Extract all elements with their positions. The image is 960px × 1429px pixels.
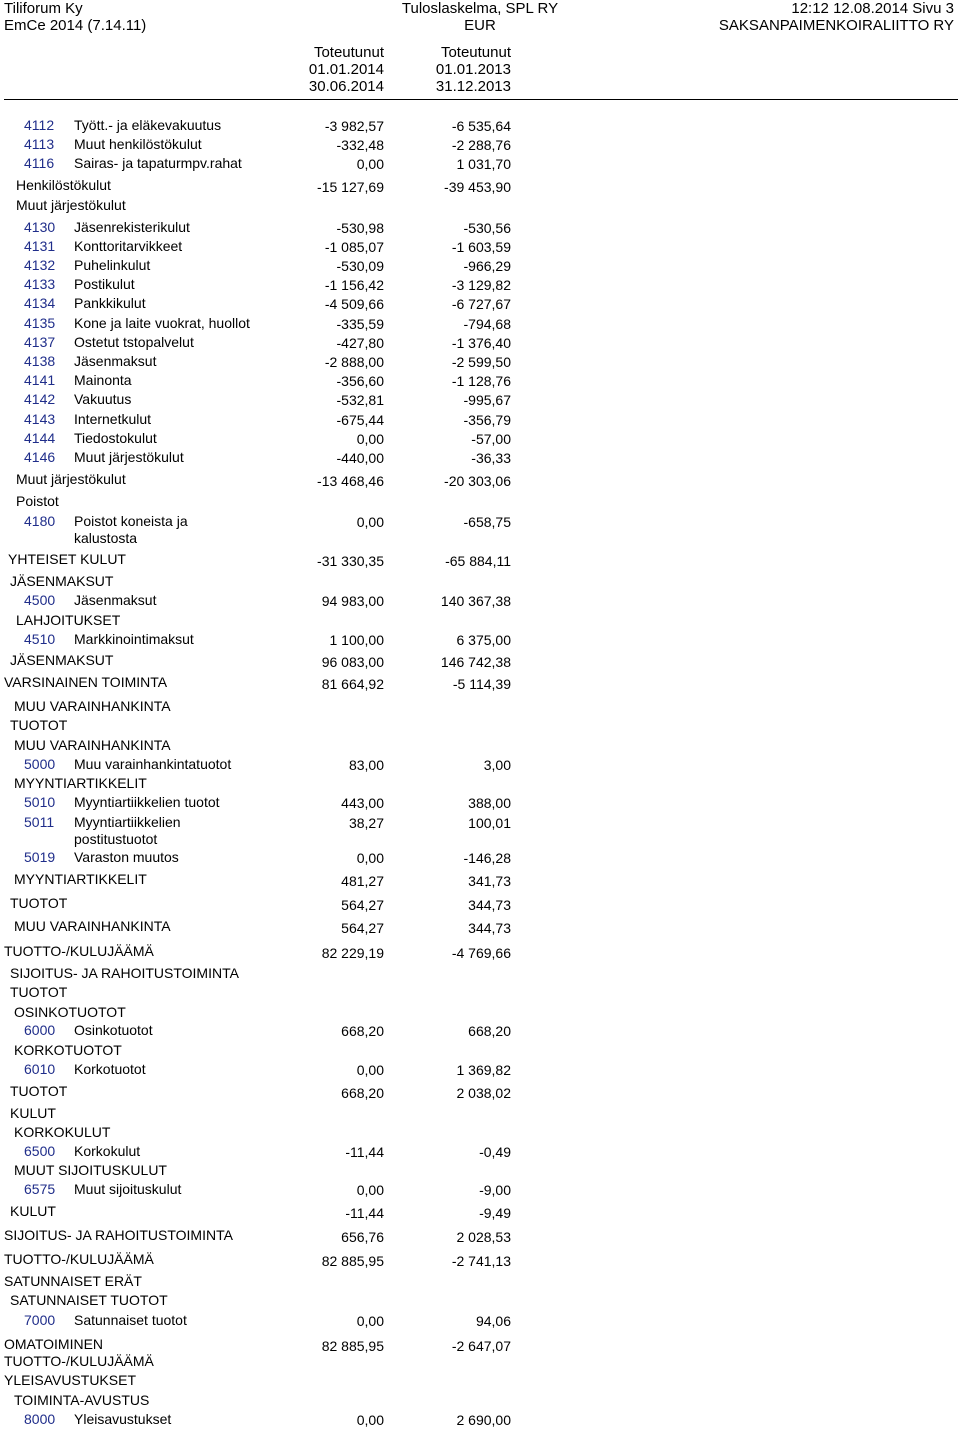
section-label: SATUNNAISET ERÄT bbox=[4, 1273, 142, 1289]
account-code: 7000 bbox=[24, 1312, 56, 1328]
column-date-to: 30.06.2014 bbox=[308, 78, 384, 95]
account-code: 4134 bbox=[24, 295, 56, 311]
amount-current-period: 443,00 bbox=[341, 795, 384, 811]
amount-previous-period: 2 690,00 bbox=[456, 1412, 511, 1428]
software-version: EmCe 2014 (7.14.11) bbox=[4, 17, 147, 34]
account-name: Muut henkilöstökulut bbox=[74, 136, 202, 152]
account-code: 5019 bbox=[24, 849, 56, 865]
amount-current-period: 82 885,95 bbox=[321, 1338, 384, 1354]
account-name: Puhelinkulut bbox=[74, 257, 151, 273]
amount-previous-period: -36,33 bbox=[471, 450, 511, 466]
column-date-from: 01.01.2013 bbox=[435, 61, 511, 78]
amount-previous-period: -20 303,06 bbox=[444, 473, 511, 489]
amount-previous-period: 100,01 bbox=[468, 815, 511, 831]
section-label: Muut järjestökulut bbox=[16, 197, 126, 213]
account-name: Tyött.- ja eläkevakuutus bbox=[74, 117, 222, 133]
account-code: 4113 bbox=[24, 136, 55, 152]
account-code: 4130 bbox=[24, 219, 56, 235]
amount-current-period: 0,00 bbox=[356, 431, 384, 447]
section-label: SIJOITUS- JA RAHOITUSTOIMINTA bbox=[10, 965, 239, 981]
amount-previous-period: -1 128,76 bbox=[451, 373, 511, 389]
section-label: YLEISAVUSTUKSET bbox=[4, 1372, 137, 1388]
amount-previous-period: -2 647,07 bbox=[451, 1338, 511, 1354]
account-code: 5010 bbox=[24, 794, 56, 810]
amount-previous-period: 341,73 bbox=[468, 873, 511, 889]
amount-current-period: -530,98 bbox=[336, 220, 384, 236]
column-header-previous bbox=[436, 44, 511, 95]
amount-previous-period: -1 603,59 bbox=[451, 239, 511, 255]
amount-previous-period: 6 375,00 bbox=[456, 632, 511, 648]
amount-previous-period: 344,73 bbox=[468, 897, 511, 913]
section-label: MUU VARAINHANKINTA bbox=[14, 737, 171, 753]
amount-previous-period: -2 288,76 bbox=[451, 137, 511, 153]
column-date-from: 01.01.2014 bbox=[308, 61, 384, 78]
subtotal-label: TUOTOT bbox=[10, 1083, 68, 1099]
amount-previous-period: -1 376,40 bbox=[451, 335, 511, 351]
amount-current-period: 564,27 bbox=[341, 897, 384, 913]
account-code: 4143 bbox=[24, 411, 56, 427]
account-name: Sairas- ja tapaturmpv.rahat bbox=[74, 155, 242, 171]
amount-previous-period: 388,00 bbox=[468, 795, 511, 811]
amount-previous-period: -57,00 bbox=[471, 431, 511, 447]
account-name: Internetkulut bbox=[74, 411, 152, 427]
amount-current-period: -4 509,66 bbox=[324, 296, 384, 312]
account-code: 4142 bbox=[24, 391, 56, 407]
account-code: 4500 bbox=[24, 592, 56, 608]
amount-previous-period: -356,79 bbox=[463, 412, 511, 428]
amount-current-period: -2 888,00 bbox=[324, 354, 384, 370]
account-code: 5000 bbox=[24, 756, 56, 772]
account-code: 4133 bbox=[24, 276, 56, 292]
amount-current-period: 81 664,92 bbox=[321, 676, 384, 692]
account-name: Vakuutus bbox=[74, 391, 132, 407]
amount-previous-period: -146,28 bbox=[463, 850, 511, 866]
amount-previous-period: 3,00 bbox=[483, 757, 511, 773]
account-code: 6000 bbox=[24, 1022, 56, 1038]
account-name: Tiedostokulut bbox=[74, 430, 157, 446]
amount-previous-period: -39 453,90 bbox=[444, 179, 511, 195]
report-title: Tuloslaskelma, SPL RY bbox=[401, 0, 559, 17]
amount-current-period: -1 156,42 bbox=[324, 277, 384, 293]
amount-current-period: 0,00 bbox=[356, 156, 384, 172]
account-name: Jäsenmaksut bbox=[74, 353, 157, 369]
amount-current-period: -332,48 bbox=[336, 137, 384, 153]
amount-current-period: 0,00 bbox=[356, 850, 384, 866]
amount-current-period: -356,60 bbox=[336, 373, 384, 389]
amount-current-period: -427,80 bbox=[336, 335, 384, 351]
section-label: KULUT bbox=[10, 1105, 56, 1121]
account-name: Konttoritarvikkeet bbox=[74, 238, 183, 254]
section-label: TUOTOT bbox=[10, 984, 68, 1000]
account-code: 4144 bbox=[24, 430, 56, 446]
section-label: KORKOKULUT bbox=[14, 1124, 111, 1140]
print-timestamp: 12:12 12.08.2014 Sivu 3 bbox=[791, 0, 954, 17]
subtotal-label: TUOTTO-/KULUJÄÄMÄ bbox=[4, 1251, 154, 1267]
column-label: Toteutunut bbox=[440, 44, 511, 61]
section-label: MUU VARAINHANKINTA bbox=[14, 698, 171, 714]
account-code: 4141 bbox=[24, 372, 56, 388]
amount-previous-period: -65 884,11 bbox=[445, 553, 511, 569]
amount-current-period: 94 983,00 bbox=[321, 593, 384, 609]
amount-previous-period: 2 038,02 bbox=[456, 1085, 511, 1101]
amount-current-period: 82 885,95 bbox=[321, 1253, 384, 1269]
section-label: MYYNTIARTIKKELIT bbox=[14, 775, 147, 791]
subtotal-label: TUOTTO-/KULUJÄÄMÄ bbox=[4, 943, 154, 959]
column-date-to: 31.12.2013 bbox=[435, 78, 511, 95]
subtotal-label: Henkilöstökulut bbox=[16, 177, 111, 193]
section-label: TOIMINTA-AVUSTUS bbox=[14, 1392, 150, 1408]
amount-current-period: 0,00 bbox=[356, 1412, 384, 1428]
subtotal-label: MUU VARAINHANKINTA bbox=[14, 918, 171, 934]
section-label: OSINKOTUOTOT bbox=[14, 1004, 126, 1020]
amount-current-period: 668,20 bbox=[341, 1085, 384, 1101]
amount-previous-period: -3 129,82 bbox=[451, 277, 511, 293]
account-name: Jäsenrekisterikulut bbox=[74, 219, 190, 235]
amount-current-period: -11,44 bbox=[345, 1144, 384, 1160]
account-name: Mainonta bbox=[74, 372, 132, 388]
amount-current-period: -1 085,07 bbox=[324, 239, 384, 255]
account-name: Poistot koneista ja kalustosta bbox=[74, 513, 188, 546]
amount-current-period: -532,81 bbox=[336, 392, 384, 408]
section-label: LAHJOITUKSET bbox=[16, 612, 121, 628]
amount-previous-period: -4 769,66 bbox=[451, 945, 511, 961]
account-name: Varaston muutos bbox=[74, 849, 179, 865]
account-name: Pankkikulut bbox=[74, 295, 146, 311]
account-name: Kone ja laite vuokrat, huollot bbox=[74, 315, 250, 331]
account-name: Myyntiartiikkelien tuotot bbox=[74, 794, 220, 810]
subtotal-label: JÄSENMAKSUT bbox=[10, 652, 114, 668]
account-name: Satunnaiset tuotot bbox=[74, 1312, 187, 1328]
amount-current-period: -440,00 bbox=[336, 450, 384, 466]
section-label: TUOTOT bbox=[10, 717, 68, 733]
amount-previous-period: -794,68 bbox=[463, 316, 511, 332]
account-code: 4137 bbox=[24, 334, 56, 350]
amount-current-period: -530,09 bbox=[336, 258, 384, 274]
amount-previous-period: -0,49 bbox=[479, 1144, 511, 1160]
amount-previous-period: -6 535,64 bbox=[451, 118, 511, 134]
subtotal-label: SIJOITUS- JA RAHOITUSTOIMINTA bbox=[4, 1227, 233, 1243]
amount-current-period: 481,27 bbox=[341, 873, 384, 889]
amount-current-period: 0,00 bbox=[356, 514, 384, 530]
account-name: Markkinointimaksut bbox=[74, 631, 194, 647]
amount-current-period: -3 982,57 bbox=[324, 118, 384, 134]
amount-current-period: -675,44 bbox=[336, 412, 384, 428]
account-code: 5011 bbox=[24, 814, 55, 830]
account-code: 4131 bbox=[24, 238, 56, 254]
currency-label: EUR bbox=[464, 17, 496, 34]
amount-previous-period: -9,00 bbox=[479, 1182, 511, 1198]
section-label: MUUT SIJOITUSKULUT bbox=[14, 1162, 167, 1178]
organization-name: SAKSANPAIMENKOIRALIITTO RY bbox=[718, 17, 954, 34]
amount-current-period: 96 083,00 bbox=[321, 654, 384, 670]
account-code: 4146 bbox=[24, 449, 56, 465]
amount-previous-period: -2 741,13 bbox=[451, 1253, 511, 1269]
section-label: SATUNNAISET TUOTOT bbox=[10, 1292, 168, 1308]
amount-current-period: 668,20 bbox=[341, 1023, 384, 1039]
amount-previous-period: 146 742,38 bbox=[440, 654, 511, 670]
account-name: Ostetut tstopalvelut bbox=[74, 334, 194, 350]
subtotal-label: MYYNTIARTIKKELIT bbox=[14, 871, 147, 887]
account-code: 4180 bbox=[24, 513, 56, 529]
amount-previous-period: 1 369,82 bbox=[456, 1062, 511, 1078]
amount-current-period: 82 229,19 bbox=[321, 945, 384, 961]
amount-current-period: -13 468,46 bbox=[317, 473, 384, 489]
amount-current-period: 0,00 bbox=[356, 1313, 384, 1329]
amount-previous-period: 668,20 bbox=[468, 1023, 511, 1039]
account-name: Muut järjestökulut bbox=[74, 449, 184, 465]
account-name: Osinkotuotot bbox=[74, 1022, 153, 1038]
amount-previous-period: -966,29 bbox=[463, 258, 511, 274]
account-name: Muut sijoituskulut bbox=[74, 1181, 182, 1197]
amount-current-period: 1 100,00 bbox=[329, 632, 384, 648]
amount-current-period: -335,59 bbox=[336, 316, 384, 332]
section-label: TUOTTO-/KULUJÄÄMÄ bbox=[4, 1353, 154, 1369]
account-code: 4135 bbox=[24, 315, 56, 331]
account-name: Jäsenmaksut bbox=[74, 592, 157, 608]
amount-current-period: 564,27 bbox=[341, 920, 384, 936]
amount-previous-period: -995,67 bbox=[463, 392, 511, 408]
section-label: KORKOTUOTOT bbox=[14, 1042, 122, 1058]
subtotal-label: TUOTOT bbox=[10, 895, 68, 911]
account-code: 4138 bbox=[24, 353, 56, 369]
account-name: Muu varainhankintatuotot bbox=[74, 756, 232, 772]
account-code: 4510 bbox=[24, 631, 56, 647]
column-label: Toteutunut bbox=[313, 44, 384, 61]
amount-current-period: 83,00 bbox=[348, 757, 384, 773]
subtotal-label: Muut järjestökulut bbox=[16, 471, 126, 487]
amount-previous-period: -2 599,50 bbox=[451, 354, 511, 370]
account-name: Korkotuotot bbox=[74, 1061, 146, 1077]
account-code: 4116 bbox=[24, 155, 55, 171]
subtotal-label: YHTEISET KULUT bbox=[8, 551, 126, 567]
amount-previous-period: 1 031,70 bbox=[456, 156, 511, 172]
amount-current-period: 656,76 bbox=[341, 1229, 384, 1245]
amount-previous-period: -530,56 bbox=[463, 220, 511, 236]
amount-previous-period: -9,49 bbox=[479, 1205, 511, 1221]
amount-current-period: -31 330,35 bbox=[317, 553, 384, 569]
amount-previous-period: -658,75 bbox=[463, 514, 511, 530]
amount-previous-period: -5 114,39 bbox=[452, 676, 511, 692]
section-label: JÄSENMAKSUT bbox=[10, 573, 114, 589]
account-name: Myyntiartiikkelien postitustuotot bbox=[74, 814, 181, 847]
amount-previous-period: 94,06 bbox=[475, 1313, 511, 1329]
account-code: 6010 bbox=[24, 1061, 56, 1077]
amount-previous-period: -6 727,67 bbox=[451, 296, 511, 312]
account-name: Korkokulut bbox=[74, 1143, 141, 1159]
amount-previous-period: 2 028,53 bbox=[456, 1229, 511, 1245]
account-code: 8000 bbox=[24, 1411, 56, 1427]
amount-previous-period: 140 367,38 bbox=[440, 593, 511, 609]
account-code: 6575 bbox=[24, 1181, 56, 1197]
account-code: 4132 bbox=[24, 257, 56, 273]
amount-previous-period: 344,73 bbox=[468, 920, 511, 936]
subtotal-label: VARSINAINEN TOIMINTA bbox=[4, 674, 168, 690]
amount-current-period: 38,27 bbox=[348, 815, 384, 831]
account-name: Postikulut bbox=[74, 276, 135, 292]
amount-current-period: 0,00 bbox=[356, 1182, 384, 1198]
header-divider bbox=[4, 99, 958, 100]
amount-current-period: -15 127,69 bbox=[317, 179, 384, 195]
column-header-current bbox=[309, 44, 384, 95]
amount-current-period: 0,00 bbox=[356, 1062, 384, 1078]
amount-current-period: -11,44 bbox=[345, 1205, 384, 1221]
account-code: 6500 bbox=[24, 1143, 56, 1159]
company-name: Tiliforum Ky bbox=[4, 0, 83, 17]
account-name: Yleisavustukset bbox=[74, 1411, 172, 1427]
section-label: Poistot bbox=[16, 493, 59, 509]
account-code: 4112 bbox=[24, 117, 55, 133]
subtotal-label: KULUT bbox=[10, 1203, 56, 1219]
subtotal-label: OMATOIMINEN bbox=[4, 1336, 104, 1352]
